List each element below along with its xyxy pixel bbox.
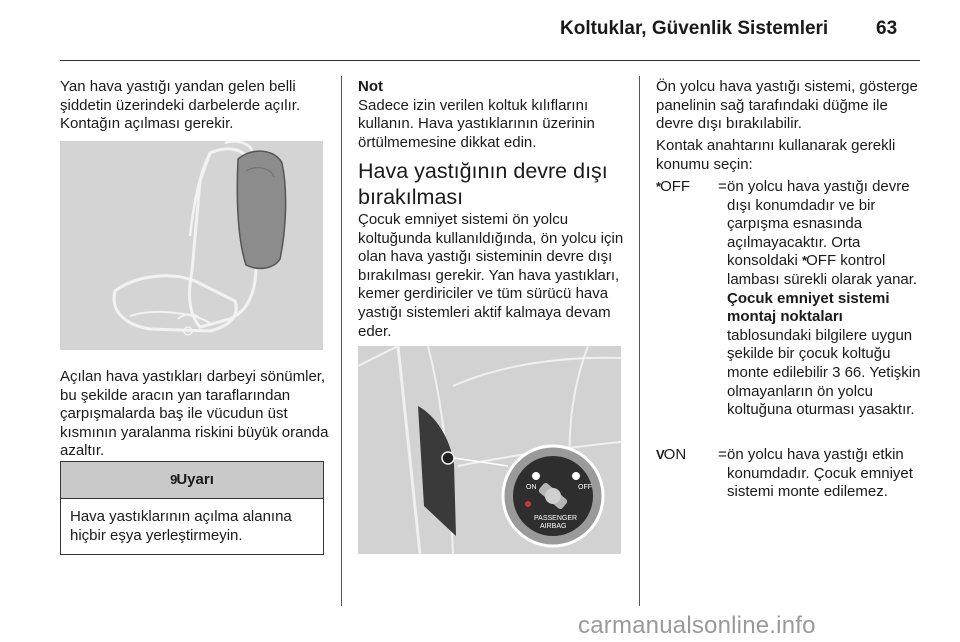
airbag-off-inline-icon: * [802, 253, 807, 269]
airbag-switch-figure [358, 346, 621, 554]
page-reference[interactable]: 3 66 [832, 363, 862, 381]
airbag-switch-illustration [358, 346, 621, 554]
switch-airbag-label: AIRBAG [540, 523, 567, 530]
definition-on-term: VON [656, 446, 687, 463]
switch-off-label: OFF [578, 484, 592, 491]
watermark: carmanualsonline.info [578, 612, 816, 639]
definition-on-desc: ön yolcu hava yastığı etkin konumdadır. Çocuk emniyet sistemi monte edilemez. [727, 446, 913, 501]
note-title: Not [358, 78, 383, 95]
switch-on-label: ON [526, 484, 537, 491]
header-rule [60, 60, 920, 61]
col3-paragraph-1: Ön yolcu hava yastığı sistemi, gösterge panelinin sağ tarafındaki düğme ile devre dışı bırakılabilir. [656, 78, 918, 133]
definition-off-term: *OFF [656, 178, 691, 195]
warning-body: Hava yastıklarının açılma alanına hiçbir eşya yerleştirmeyin. [70, 508, 292, 544]
note-block [358, 78, 630, 152]
col1-intro-paragraph: Yan hava yastığı yandan gelen belli şiddetin üzerindeki darbelerde açılır. Kontağın açılması gerekir. [60, 78, 301, 133]
definition-off-eq: = [718, 178, 727, 195]
note-body: Sadece izin verilen koltuk kılıflarını kullanın. Hava yastıklarının üzerinin örtülmemesine dikkat edin. [358, 96, 595, 151]
page-header-title: Koltuklar, Güvenlik Sistemleri [560, 18, 829, 39]
col2-body-paragraph: Çocuk emniyet sistemi ön yolcu koltuğunda kullanıldığında, ön yolcu için olan hava yastığı sisteminin devre dışı bırakılması gerekir. Yan hava yastıkları, kemer gerdiriciler ve tüm sürücü hava yastığı sistemleri aktif kalmaya devam eder. [358, 211, 624, 340]
section-heading: Hava yastığının devre dışı bırakılması [358, 159, 608, 209]
warning-triangle-icon: 9 [170, 472, 177, 487]
column-divider-2 [639, 76, 640, 606]
side-airbag-seat-figure [60, 141, 323, 350]
definition-off [656, 178, 928, 448]
definition-on-eq: = [718, 446, 727, 463]
airbag-off-icon: * [656, 179, 661, 194]
page-number: 63 [876, 18, 898, 39]
warning-box [60, 461, 324, 555]
airbag-on-icon: V [656, 447, 664, 462]
warning-title: Uyarı [176, 471, 214, 488]
switch-passenger-label: PASSENGER [534, 515, 578, 522]
column-divider-1 [341, 76, 342, 606]
warning-header [61, 462, 323, 499]
definition-on [656, 446, 928, 526]
seat-illustration [60, 141, 323, 350]
definition-off-desc: ön yolcu hava yastığı devre dışı konumdadır ve bir çarpışma esnasında açılmayacaktır. Orta konsoldaki *OFF kontrol lambası sürekli olarak yanar. Çocuk emniyet sistemi montaj noktaları tablosundaki bilgilere uygun şekilde bir çocuk koltuğu monte edilebilir 3 66. Yetişkin olmayanların ön yolcu koltuğuna oturması yasaktır. [727, 178, 921, 419]
col3-paragraph-2: Kontak anahtarını kullanarak gerekli konumu seçin: [656, 137, 896, 173]
col1-after-figure-paragraph: Açılan hava yastıkları darbeyi sönümler, bu şekilde aracın yan taraflarından çarpışmalarda baş ile vücudun üst kısmının yaralanma riskini büyük oranda azaltır. [60, 368, 329, 460]
cross-reference-title: Çocuk emniyet sistemi montaj noktaları [727, 289, 890, 326]
